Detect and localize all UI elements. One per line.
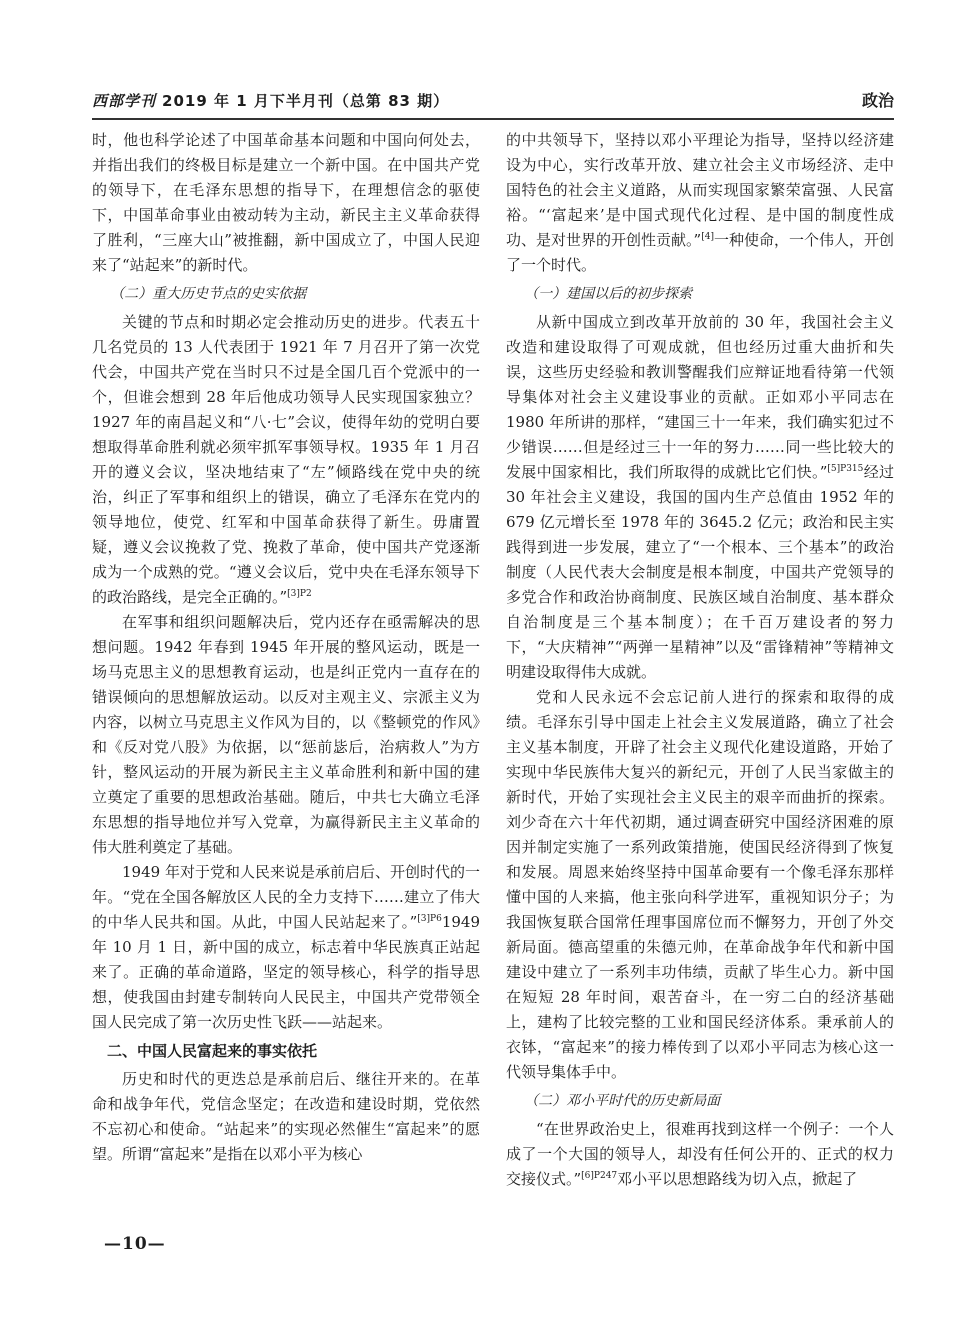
header-rule xyxy=(92,118,894,120)
citation-marker: [3]P2 xyxy=(287,589,312,599)
paragraph-text: 在军事和组织问题解决后，党内还存在亟需解决的思想问题。1942 年春到 1945 年开展的整风运动，既是一场马克思主义的思想教育运动，也是纠正党内一直存在的错误倾向的思想解放运动。以反对主观主义、宗派主义为内容，以树立马克思主义作风为目的，以《整顿党的作风》和《反对党八股》为依据，以“惩前毖后，治病救人”为方针，整风运动的开展为新民主主义革命胜利和新中国的建立奠定了重要的思想政治基础。随后，中共七大确立毛泽东思想的指导地位并写入党章，为赢得新民主主义革命的伟大胜利奠定了基础。 xyxy=(92,613,480,856)
paragraph-text: 经过 30 年社会主义建设，我国的国内生产总值由 1952 年的 679 亿元增长至 1978 年的 3645.2 亿元；政治和民主实践得到进一步发展，建立了“一个根本、三个基本”的政治制度（人民代表大会制度是根本制度，中国共产党领导的多党合作和政治协商制度、民族区域自治制度、基本群众自治制度是三个基本制度）；在千百万建设者的努力下，“大庆精神”“两弹一星精神”以及“雷锋精神”等精神文明建设取得伟大成就。 xyxy=(506,463,894,681)
journal-info xyxy=(92,90,449,111)
left-column xyxy=(92,128,480,1218)
paragraph xyxy=(92,128,480,278)
paragraph-text: 的中共领导下，坚持以邓小平理论为指导，坚持以经济建设为中心，实行改革开放、建立社会主义市场经济、走中国特色的社会主义道路，从而实现国家繁荣富强、人民富裕。“‘富起来’是中国式现代化过程、是中国的制度性成功、是对世界的开创性贡献。” xyxy=(506,131,894,249)
paragraph-text: 党和人民永远不会忘记前人进行的探索和取得的成绩。毛泽东引导中国走上社会主义发展道路，确立了社会主义基本制度，开辟了社会主义现代化建设道路，开始了实现中华民族伟大复兴的新纪元，开创了人民当家做主的新时代，开始了实现社会主义民主的艰辛而曲折的探索。刘少奇在六十年代初期，通过调查研究中国经济困难的原因并制定实施了一系列政策措施，使国民经济得到了恢复和发展。周恩来始终坚持中国革命要有一个像毛泽东那样懂中国的人来搞，他主张向科学进军，重视知识分子；为我国恢复联合国常任理事国席位而不懈努力，开创了外交新局面。德高望重的朱德元帅，在革命战争年代和新中国建设中建立了一系列丰功伟绩，贡献了毕生心力。新中国在短短 28 年时间，艰苦奋斗，在一穷二白的经济基础上，建构了比较完整的工业和国民经济体系。秉承前人的衣钵，“富起来”的接力棒传到了以邓小平同志为核心这一代领导集体手中。 xyxy=(506,688,894,1081)
section-label: 政治 xyxy=(861,91,894,110)
citation-marker: [5]P315 xyxy=(827,464,864,474)
paragraph-text: 时，他也科学论述了中国革命基本问题和中国向何处去，并指出我们的终极目标是建立一个新中国。在中国共产党的领导下，在毛泽东思想的指导下，在理想信念的驱使下，中国革命事业由被动转为主动，新民主主义革命获得了胜利，“三座大山”被推翻，新中国成立了，中国人民迎来了“站起来”的新时代。 xyxy=(92,131,480,274)
paragraph-text: 从新中国成立到改革开放前的 30 年，我国社会主义改造和建设取得了可观成就，但也经历过重大曲折和失误，这些历史经验和教训警醒我们应辩证地看待第一代领导集体对社会主义建设事业的贡献。正如邓小平同志在 1980 年所讲的那样，“建国三十一年来，我们确实犯过不少错误……但是经过三十一年的努力……同一些比较大的发展中国家相比，我们所取得的成就比它们快。” xyxy=(506,313,894,481)
paragraph xyxy=(92,860,480,1035)
paragraph xyxy=(506,685,894,1085)
issue-text: 2019 年 1 月下半月刊（总第 83 期） xyxy=(162,92,450,110)
journal-logo: 西部学刊 xyxy=(92,92,157,110)
citation-marker: [6]P247 xyxy=(581,1171,618,1181)
paragraph-text: 历史和时代的更迭总是承前启后、继往开来的。在革命和战争年代，党信念坚定；在改造和建设时期，党依然不忘初心和使命。“站起来”的实现必然催生“富起来”的愿望。所谓“富起来”是指在以邓小平为核心 xyxy=(92,1070,480,1163)
paragraph xyxy=(92,610,480,860)
subsection-heading: （一）建国以后的初步探索 xyxy=(524,286,693,302)
paragraph-text: 一种使命，一个伟人，开创了一个时代。 xyxy=(506,231,894,274)
paragraph xyxy=(506,310,894,685)
paragraph-text: 1949 年 10 月 1 日，新中国的成立，标志着中华民族真正站起来了。正确的革命道路，坚定的领导核心，科学的指导思想，使我国由封建专制转向人民民主，中国共产党带领全国人民完成了第一次历史性飞跃——站起来。 xyxy=(92,913,480,1031)
citation-marker: [4] xyxy=(701,232,714,242)
paragraph-text: 关键的节点和时期必定会推动历史的进步。代表五十几名党员的 13 人代表团于 1921 年 7 月召开了第一次党代会，中国共产党在当时只不过是全国几百个党派中的一个，但谁会想到 28 年后他成功领导人民实现国家独立？ 1927 年的南昌起义和“八·七”会议，使得年幼的党明白要想取得革命胜利就必须牢抓军事领导权。1935 年 1 月召开的遵义会议，坚决地结束了“左”倾路线在党中央的统治，纠正了军事和组织上的错误，确立了毛泽东在党内的领导地位，使党、红军和中国革命获得了新生。毋庸置疑，遵义会议挽救了党、挽救了革命，使中国共产党逐渐成为一个成熟的党。“遵义会议后，党中央在毛泽东领导下的政治路线，是完全正确的。” xyxy=(92,313,480,606)
paragraph xyxy=(92,1067,480,1167)
page-number: —10— xyxy=(104,1234,166,1254)
section-heading: 二、中国人民富起来的事实依托 xyxy=(107,1042,318,1060)
paragraph xyxy=(506,128,894,278)
paragraph xyxy=(506,1117,894,1192)
paragraph-text: 1949 年对于党和人民来说是承前启后、开创时代的一年。“党在全国各解放区人民的全力支持下……建立了伟大的中华人民共和国。从此，中国人民站起来了。” xyxy=(92,863,480,931)
page-header xyxy=(92,88,894,118)
citation-marker: [3]P6 xyxy=(417,914,442,924)
paragraph-text: “在世界政治史上，很难再找到这样一个例子：一个人成了一个大国的领导人，却没有任何公开的、正式的权力交接仪式。” xyxy=(506,1120,894,1188)
paragraph xyxy=(92,310,480,610)
subsection-heading: （二）邓小平时代的历史新局面 xyxy=(524,1093,721,1109)
right-column xyxy=(506,128,894,1218)
subsection-heading: （二）重大历史节点的史实依据 xyxy=(110,286,307,302)
paragraph-text: 邓小平以思想路线为切入点，掀起了 xyxy=(617,1170,858,1188)
